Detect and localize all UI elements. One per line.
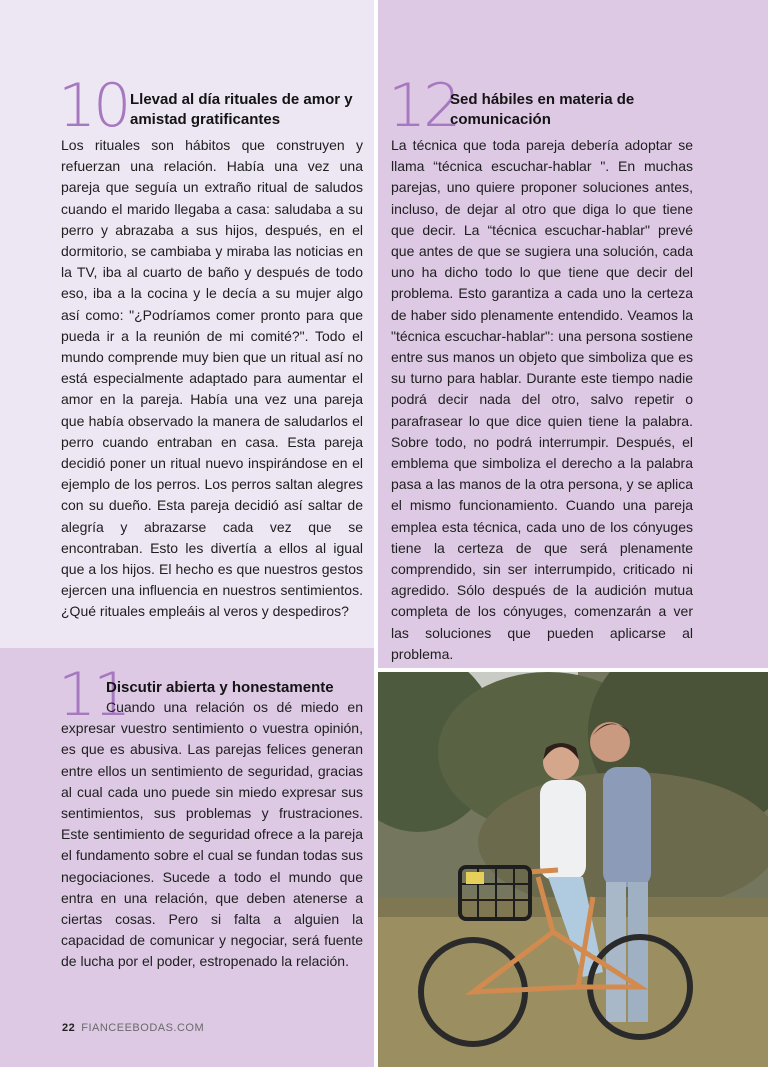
site-name: FIANCEEBODAS.COM xyxy=(81,1022,205,1034)
section-11-body: Cuando una relación os dé miedo en expresar vuestro sentimiento o vuestra opinión, es que es abusiva. Las parejas felices generan entre ellos un sentimiento de seguridad, gracias al cual cada uno puede sin miedo expresar sus sentimientos, sus problemas y frustraciones. Este sentimiento de seguridad ofrece a la pareja el fundamento sobre el cual se fundan todas sus negociaciones. Sucede a todo el mundo que entra en una relación, que deben atenerse a ciertas cosas. Pero si falta a alguien la capacidad de comunicar y negociar, será fuente de lucha por el poder, estropenado la relación. xyxy=(61,699,363,970)
section-11-panel xyxy=(0,648,374,1067)
photo-illustration xyxy=(378,672,768,1067)
section-12-body: La técnica que toda pareja debería adoptar se llama “técnica escuchar-hablar ". En muchas parejas, uno quiere proponer soluciones antes, incluso, de dejar al otro que diga lo que tiene que decir. La “técnica escuchar-hablar" prevé que antes de que se sugiera una solución, cada uno ha dicho todo lo que tiene que decir del problema. Esto garantiza a cada uno la certeza de haber sido plenamente entendido. Veamos la "técnica escuchar-hablar": una persona sostiene entre sus manos un objeto que simboliza que es su turno para hablar. Durante este tiempo nadie podrá decir nada del otro, salvo repetir o parafrasear lo que dice quien tiene la palabra. Sobre todo, no podrá interrumpir. Después, el emblema que simboliza el derecho a la palabra pasa a las manos de la otra persona, y se aplica el mismo funcionamiento. Cuando una pareja emplea esta técnica, cada uno de los cónyuges tiene la certeza de que será plenamente comprendido, sin ser interrumpido, criticado ni agredido. Sólo después de la audición mutua completa de los cónyuges, comenzarán a ver las soluciones que pueden aplicarse al problema. xyxy=(391,137,693,662)
section-10-heading: Llevad al día rituales de amor y amistad gratificantes xyxy=(130,91,353,128)
section-10-number: 10 xyxy=(58,71,129,141)
couple-bicycle-photo xyxy=(378,672,768,1067)
section-12-heading: Sed hábiles en materia de comunicación xyxy=(450,91,635,128)
section-11-number: 11 xyxy=(58,660,129,730)
section-12-number: 12 xyxy=(388,71,459,141)
section-12-panel xyxy=(378,0,768,668)
section-11-heading: Discutir abierta y honestamente xyxy=(106,679,334,696)
page-footer xyxy=(62,1022,204,1034)
page-number: 22 xyxy=(62,1022,76,1034)
section-10-panel xyxy=(0,0,374,648)
section-10-body: Los rituales son hábitos que construyen y refuerzan una relación. Había una vez una pareja que seguía un extraño ritual de saludos cuando el marido llegaba a casa: saludaba a su perro y abrazaba a sus hijos, después, en el dormitorio, se cambiaba y miraba las noticias en la TV, iba al cuarto de baño y después de todo eso, iba a la cocina y le decía a su mujer algo así como: "¿Podríamos comer pronto para que pueda ir a la reunión de mi comité?". Todo el mundo comprende muy bien que un ritual así no está especialmente adaptado para aumentar el amor en la pareja. Había una vez una pareja que había observado la manera de saludarlos el perro cuando entraban en casa. Esta pareja decidió poner un ritual nuevo inspirándose en el ejemplo de los perros. Los perros saltan alegres con su dueño. Esta pareja decidió así saltar de alegría y abrazarse cada vez que se encontraban. Esto les divertía a ellos al igual que a los hijos. El hecho es que nuestros gestos ejercen una influencia en nuestros sentimientos. ¿Qué rituales empleáis al veros y despediros? xyxy=(61,137,363,620)
